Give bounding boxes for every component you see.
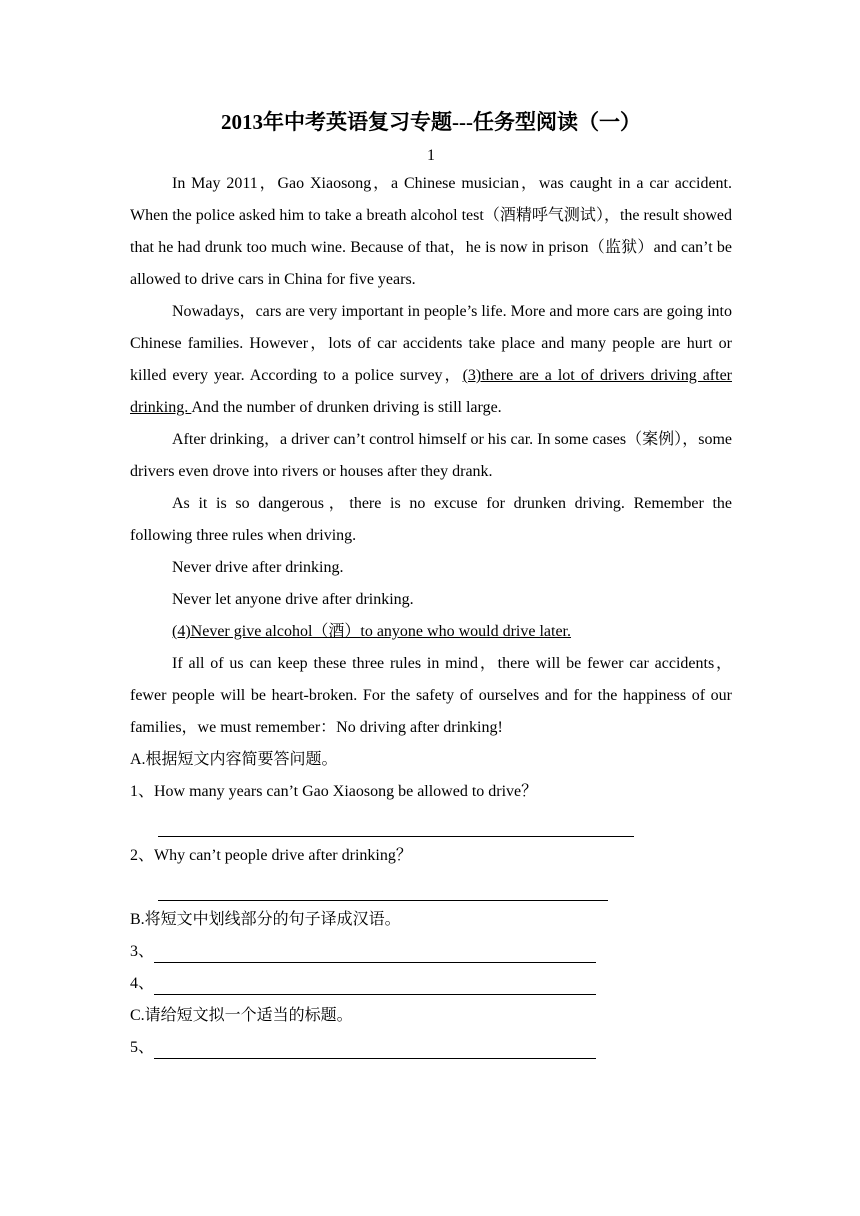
answer-line-1[interactable] [158, 816, 634, 837]
paragraph-5: If all of us can keep these three rules in mind，there will be fewer car accidents，fewer people will be heart-broken. For the safety of ourselves and for the happiness of our families，we must remember：No driving after drinking! [130, 655, 732, 736]
page-title: 2013年中考英语复习专题---任务型阅读（一） [221, 110, 641, 134]
answer-line-2[interactable] [158, 880, 608, 901]
paragraph-1: In May 2011，Gao Xiaosong，a Chinese musician，was caught in a car accident. When the police asked him to take a breath alcohol test（酒精呼气测试），the result showed that he had drunk too much wine. Because of that，he is now in prison（监狱）and can’t be allowed to drive cars in China for five years. [130, 175, 732, 288]
question-4-label: 4、 [130, 975, 155, 992]
question-2: 2、Why can’t people drive after drinking？ [130, 847, 412, 864]
rule-1: Never drive after drinking. [172, 559, 344, 576]
page-number: 1 [427, 147, 435, 164]
section-a-heading: A.根据短文内容简要答问题。 [130, 751, 338, 768]
question-3 [130, 936, 732, 968]
answer-line-4[interactable] [154, 974, 596, 995]
answer-line-3[interactable] [154, 942, 596, 963]
document-page [130, 100, 732, 1064]
question-5-label: 5、 [130, 1039, 155, 1056]
paragraph-4: As it is so dangerous，there is no excuse for drunken driving. Remember the following three rules when driving. [130, 495, 732, 544]
paragraph-3: After drinking，a driver can’t control himself or his car. In some cases（案例），some drivers even drove into rivers or houses after they drank. [130, 431, 732, 480]
answer-row-2 [130, 872, 732, 904]
underlined-sentence-3: (3)there are a lot of drivers driving after drinking. [130, 367, 732, 416]
question-3-label: 3、 [130, 943, 155, 960]
section-b-heading: B.将短文中划线部分的句子译成汉语。 [130, 911, 401, 928]
section-c-heading: C.请给短文拟一个适当的标题。 [130, 1007, 353, 1024]
rule-3 [130, 616, 732, 648]
underlined-sentence-4: (4)Never give alcohol（酒）to anyone who would drive later. [172, 623, 572, 640]
question-5 [130, 1032, 732, 1064]
paragraph-2 [130, 296, 732, 424]
paragraph-2-text-end: And the number of drunken driving is still large. [191, 399, 502, 416]
question-4 [130, 968, 732, 1000]
answer-line-5[interactable] [154, 1038, 596, 1059]
rule-2: Never let anyone drive after drinking. [172, 591, 414, 608]
question-1: 1、How many years can’t Gao Xiaosong be allowed to drive？ [130, 783, 538, 800]
answer-row-1 [130, 808, 732, 840]
paragraph-2-text-start: Nowadays，cars are very important in people’s life. More and more cars are going into Chinese families. However，lots of car accidents take place and many people are hurt or killed every year. According to a police survey， [130, 303, 732, 384]
